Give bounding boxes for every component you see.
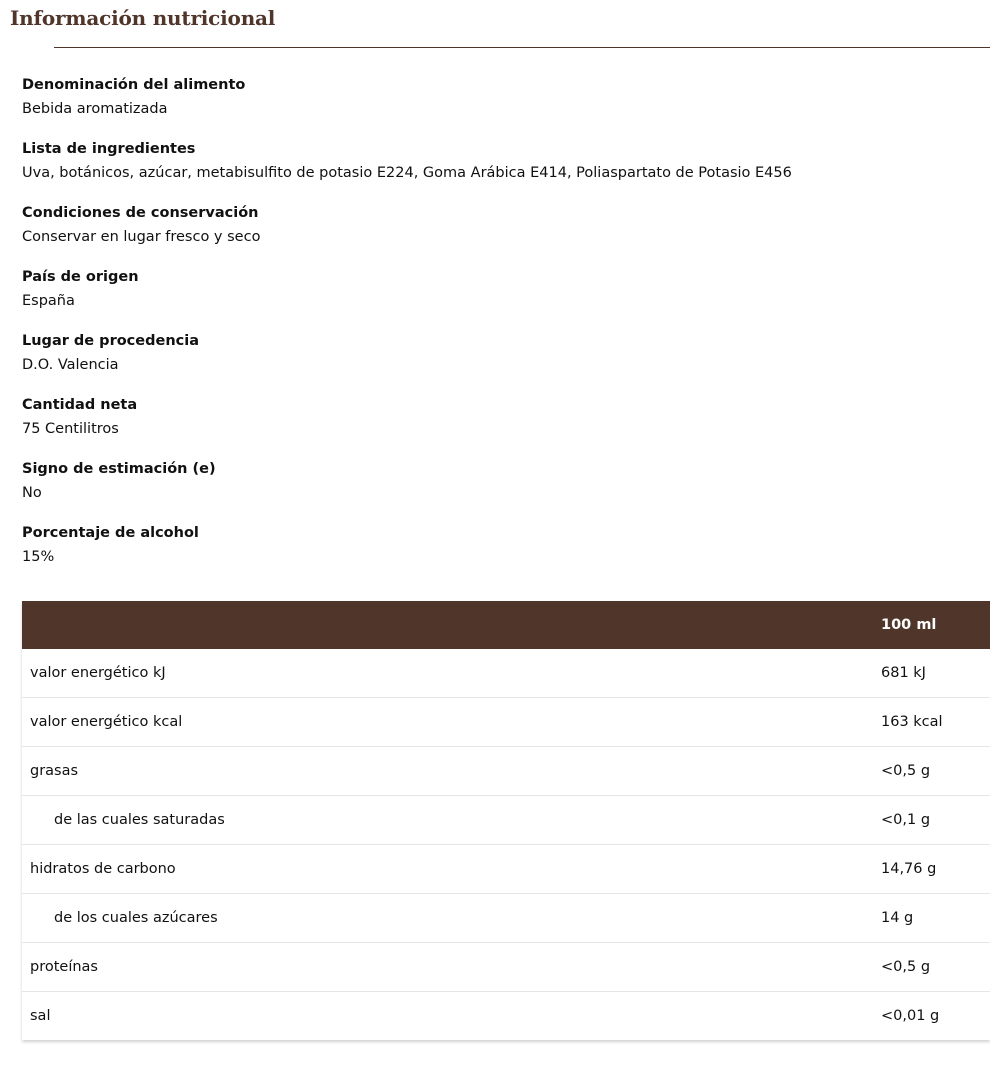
info-storage [22,204,962,268]
nutrient-value: <0,01 g [881,1008,940,1024]
table-row [22,943,990,992]
nutrient-value: <0,5 g [881,763,931,779]
table-row [22,845,990,894]
nutrient-name: de las cuales saturadas [54,812,225,828]
info-label: Lugar de procedencia [22,333,199,349]
info-value: Bebida aromatizada [22,101,168,117]
nutrient-name: sal [30,1008,51,1024]
info-value: 15% [22,549,55,565]
info-label: País de origen [22,269,139,285]
nutrient-name: de los cuales azúcares [54,910,218,926]
table-row [22,992,990,1040]
info-net-quantity [22,396,962,460]
info-label: Denominación del alimento [22,77,246,93]
info-label: Condiciones de conservación [22,205,259,221]
info-value: 75 Centilitros [22,421,119,437]
table-row [22,894,990,943]
nutrient-value: 14,76 g [881,861,937,877]
nutrient-name: grasas [30,763,79,779]
nutrient-name: valor energético kcal [30,714,183,730]
title-divider [54,47,990,48]
info-estimation-sign [22,460,962,524]
page-title: Información nutricional [10,6,276,30]
nutrient-value: 681 kJ [881,665,926,681]
info-label: Porcentaje de alcohol [22,525,199,541]
product-info-list [22,76,962,588]
info-value: D.O. Valencia [22,357,119,373]
table-row [22,698,990,747]
nutrient-name: valor energético kJ [30,665,166,681]
nutrition-table [22,601,990,1040]
table-row [22,796,990,845]
info-value: No [22,485,42,501]
info-country [22,268,962,332]
nutrient-name: proteínas [30,959,98,975]
nutrient-value: <0,5 g [881,959,931,975]
info-label: Signo de estimación (e) [22,461,216,477]
nutrient-name: hidratos de carbono [30,861,176,877]
info-food-name [22,76,962,140]
nutrient-value: <0,1 g [881,812,931,828]
info-label: Lista de ingredientes [22,141,196,157]
nutrient-value: 14 g [881,910,914,926]
table-row [22,649,990,698]
column-header-100ml: 100 ml [881,617,937,633]
info-label: Cantidad neta [22,397,138,413]
info-alcohol [22,524,962,588]
table-header [22,601,990,649]
info-origin-place [22,332,962,396]
info-value: Conservar en lugar fresco y seco [22,229,261,245]
nutrient-value: 163 kcal [881,714,943,730]
info-value: España [22,293,75,309]
info-value: Uva, botánicos, azúcar, metabisulfito de potasio E224, Goma Arábica E414, Poliaspartato de Potasio E456 [22,165,792,181]
table-row [22,747,990,796]
info-ingredients [22,140,962,204]
